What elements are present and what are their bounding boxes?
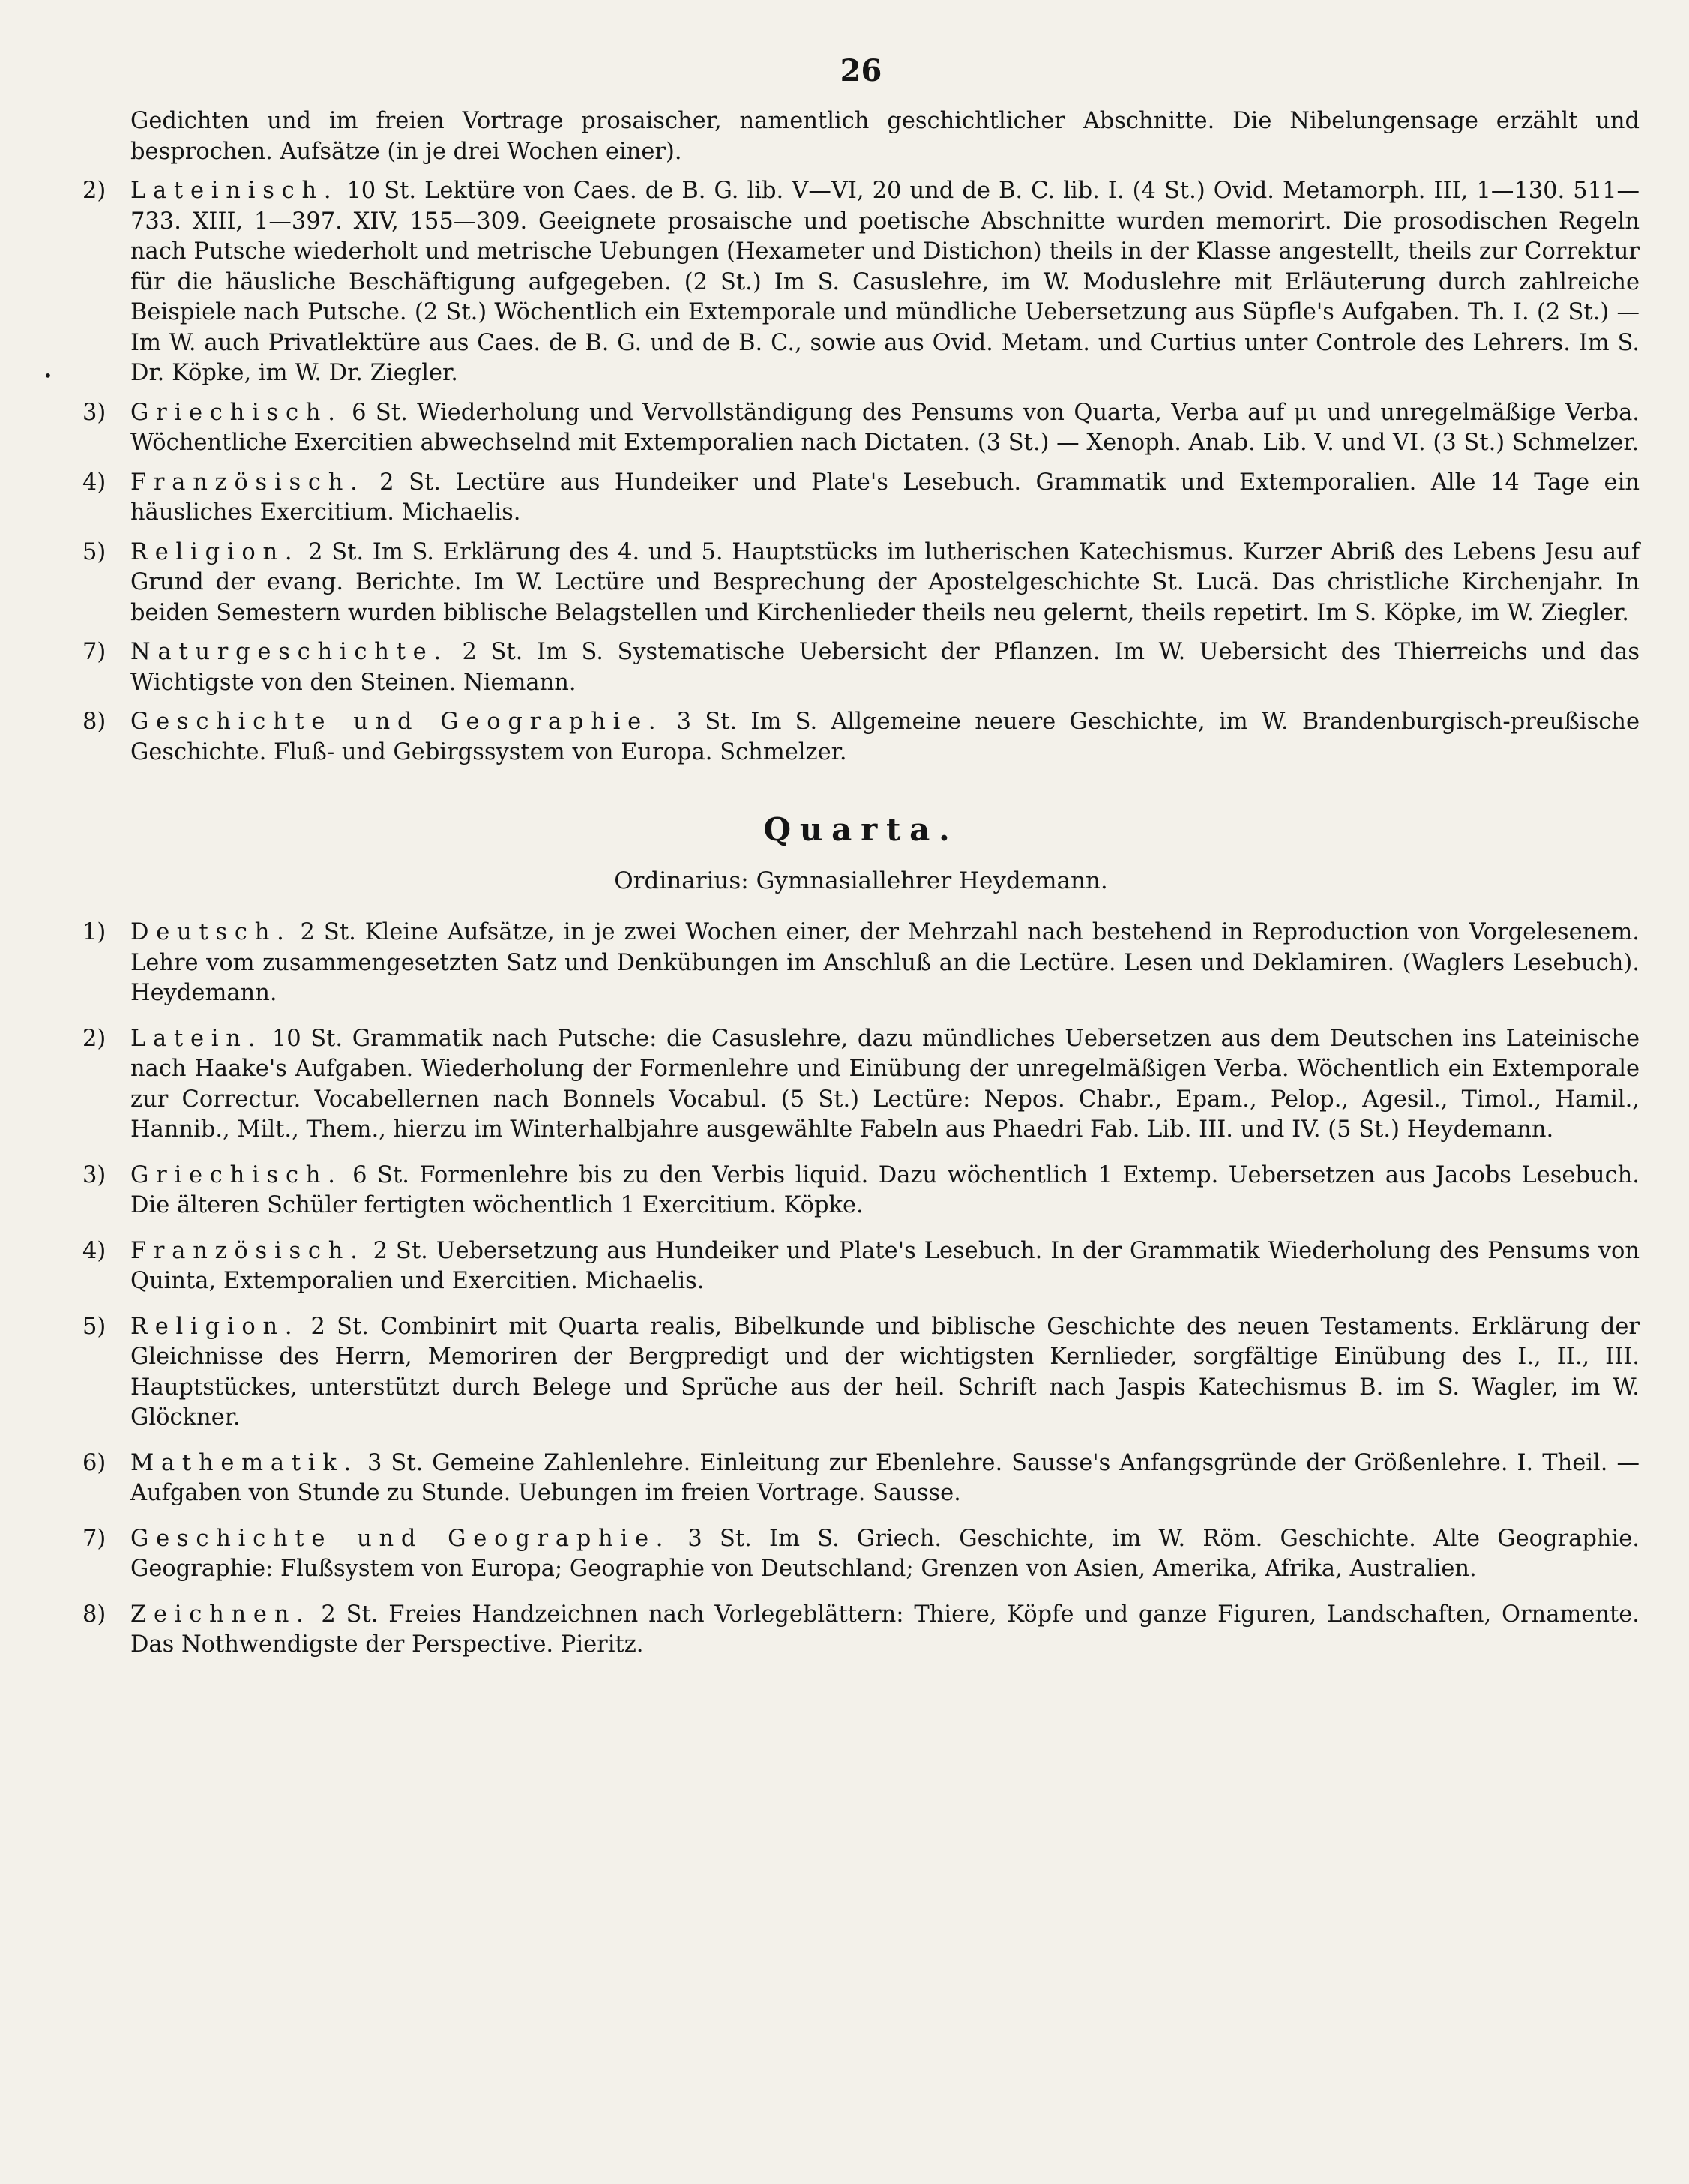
intro-paragraph: Gedichten und im freien Vortrage prosaischer, namentlich geschichtlicher Abschnitte. Die Nibelungensage erzählt und besprochen. Aufsätze (in je drei Wochen einer). <box>130 108 1640 165</box>
item-number: 8) <box>82 1601 106 1628</box>
subject-description: 3 St. Im S. Allgemeine neuere Geschichte, im W. Brandenburgisch-preußische Geschichte. Fluß- und Gebirgssystem von Europa. Schmelzer. <box>130 709 1640 765</box>
subject-name: Lateinisch. <box>130 178 339 204</box>
item-body <box>130 1161 1640 1221</box>
item-body <box>130 1024 1640 1146</box>
subject-name: Griechisch. <box>130 1161 343 1188</box>
list-item <box>82 1236 1640 1297</box>
item-body <box>130 1524 1640 1585</box>
subject-description: 2 St. Kleine Aufsätze, in je zwei Wochen einer, der Mehrzahl nach bestehend in Reproduction von Vorgelesenem. Lehre vom zusammengesetzten Satz und Denkübungen im Anschluß an die Lectüre. Lesen und Deklamiren. (Waglers Lesebuch). Heydemann. <box>130 919 1640 1006</box>
item-number: 3) <box>82 1161 106 1188</box>
subject-name: Geschichte und Geographie. <box>130 1525 671 1552</box>
list-item <box>82 468 1640 529</box>
list-item <box>82 1024 1640 1146</box>
item-number: 5) <box>82 538 106 565</box>
subject-description: 6 St. Wiederholung und Vervollständigung des Pensums von Quarta, Verba auf μι und unregelmäßige Verba. Wöchentliche Exercitien abwechselnd mit Extemporalien nach Dictaten. (3 St.) — Xenoph. Anab. Lib. V. und VI. (3 St.) Schmelzer. <box>130 399 1640 456</box>
list-item <box>82 1524 1640 1585</box>
item-number: 3) <box>82 399 106 426</box>
item-body <box>130 176 1640 389</box>
list-item <box>82 398 1640 459</box>
stray-mark: • <box>43 367 52 385</box>
item-number: 2) <box>82 178 106 204</box>
subject-description: 3 St. Gemeine Zahlenlehre. Einleitung zur Ebenlehre. Sausse's Anfangsgründe der Größenlehre. I. Theil. — Aufgaben von Stunde zu Stunde. Uebungen im freien Vortrage. Sausse. <box>130 1449 1640 1506</box>
list-item <box>82 707 1640 768</box>
item-body <box>130 1600 1640 1661</box>
item-body <box>130 1312 1640 1434</box>
item-body <box>130 637 1640 698</box>
item-body <box>130 398 1640 459</box>
subject-name: Französisch. <box>130 1237 365 1264</box>
list-item <box>82 918 1640 1009</box>
subject-name: Religion. <box>130 538 300 565</box>
list-item <box>82 1161 1640 1221</box>
item-number: 5) <box>82 1313 106 1340</box>
item-body <box>130 707 1640 768</box>
subject-name: Zeichnen. <box>130 1601 311 1628</box>
subject-description: 10 St. Lektüre von Caes. de B. G. lib. V—VI, 20 und de B. C. lib. I. (4 St.) Ovid. Metamorph. III, 1—130. 511—733. XIII, 1—397. XIV, 155—309. Geeignete prosaische und poetische Abschnitte wurden memorirt. Die prosodischen Regeln nach Putsche wiederholt und metrische Uebungen (Hexameter und Distichon) theils in der Klasse angestellt, theils zur Correktur für die häusliche Beschäftigung aufgegeben. (2 St.) Im S. Casuslehre, im W. Moduslehre mit Erläuterung durch zahlreiche Beispiele nach Putsche. (2 St.) Wöchentlich ein Extemporale und mündliche Uebersetzung aus Süpfle's Aufgaben. Th. I. (2 St.) — Im W. auch Privatlektüre aus Caes. de B. G. und de B. C., sowie aus Ovid. Metam. und Curtius unter Controle des Lehrers. Im S. Dr. Köpke, im W. Dr. Ziegler. <box>130 178 1640 386</box>
item-body <box>130 918 1640 1009</box>
item-number: 7) <box>82 639 106 665</box>
quarta-list <box>82 918 1640 1661</box>
subject-name: Latein. <box>130 1025 263 1052</box>
item-body <box>130 538 1640 629</box>
section-title-quarta: Quarta. <box>763 811 959 848</box>
item-number: 4) <box>82 1237 106 1264</box>
item-body <box>130 468 1640 529</box>
subject-name: Naturgeschichte. <box>130 639 448 665</box>
subject-name: Französisch. <box>130 469 365 496</box>
subject-description: 2 St. Combinirt mit Quarta realis, Bibelkunde und biblische Geschichte des neuen Testaments. Erklärung der Gleichnisse des Herrn, Memoriren der Bergpredigt und der wichtigsten Kernlieder, sorgfältige Einübung des I., II., III. Hauptstückes, unterstützt durch Belege und Sprüche aus der heil. Schrift nach Jaspis Katechismus B. im S. Wagler, im W. Glöckner. <box>130 1313 1640 1431</box>
list-item <box>82 538 1640 629</box>
subject-description: 6 St. Formenlehre bis zu den Verbis liquid. Dazu wöchentlich 1 Extemp. Uebersetzen aus Jacobs Lesebuch. Die älteren Schüler fertigten wöchentlich 1 Exercitium. Köpke. <box>130 1161 1640 1218</box>
list-item <box>82 637 1640 698</box>
subject-name: Geschichte und Geographie. <box>130 709 663 735</box>
subject-description: 10 St. Grammatik nach Putsche: die Casuslehre, dazu mündliches Uebersetzen aus dem Deutschen ins Lateinische nach Haake's Aufgaben. Wiederholung der Formenlehre und Einübung der unregelmäßigen Verba. Wöchentlich ein Extemporale zur Correctur. Vocabellernen nach Bonnels Vocabul. (5 St.) Lectüre: Nepos. Chabr., Epam., Pelop., Agesil., Timol., Hamil., Hannib., Milt., Them., hierzu im Winterhalbjahre ausgewählte Fabeln aus Phaedri Fab. Lib. III. und IV. (5 St.) Heydemann. <box>130 1025 1640 1143</box>
list-item <box>82 1449 1640 1509</box>
subject-description: 2 St. Im S. Erklärung des 4. und 5. Hauptstücks im lutherischen Katechismus. Kurzer Abriß des Lebens Jesu auf Grund der evang. Berichte. Im W. Lectüre und Besprechung der Apostelgeschichte St. Lucä. Das christliche Kirchenjahr. In beiden Semestern wurden biblische Belagstellen und Kirchenlieder theils neu gelernt, theils repetirt. Im S. Köpke, im W. Ziegler. <box>130 538 1640 626</box>
subject-description: 3 St. Im S. Griech. Geschichte, im W. Röm. Geschichte. Alte Geographie. Geographie: Flußsystem von Europa; Geographie von Deutschland; Grenzen von Asien, Amerika, Afrika, Australien. <box>130 1525 1640 1582</box>
subject-description: 2 St. Im S. Systematische Uebersicht der Pflanzen. Im W. Uebersicht des Thierreichs und das Wichtigste von den Steinen. Niemann. <box>130 639 1640 696</box>
item-number: 1) <box>82 919 106 945</box>
subject-name: Deutsch. <box>130 919 292 945</box>
page-number: 26 <box>840 53 882 88</box>
list-item <box>82 176 1640 389</box>
item-number: 8) <box>82 709 106 735</box>
list-item <box>82 1600 1640 1661</box>
subject-name: Griechisch. <box>130 399 343 426</box>
subject-description: 2 St. Lectüre aus Hundeiker und Plate's Lesebuch. Grammatik und Extemporalien. Alle 14 Tage ein häusliches Exercitium. Michaelis. <box>130 469 1640 526</box>
subject-name: Mathematik. <box>130 1449 359 1476</box>
item-number: 2) <box>82 1025 106 1052</box>
item-number: 7) <box>82 1525 106 1552</box>
item-number: 4) <box>82 469 106 496</box>
item-body <box>130 1236 1640 1297</box>
subject-name: Religion. <box>130 1313 300 1340</box>
subject-description: 2 St. Freies Handzeichnen nach Vorlegeblättern: Thiere, Köpfe und ganze Figuren, Landschaften, Ornamente. Das Nothwendigste der Perspective. Pieritz. <box>130 1601 1640 1658</box>
tertia-list <box>82 176 1640 768</box>
item-number: 6) <box>82 1449 106 1476</box>
subject-description: 2 St. Uebersetzung aus Hundeiker und Plate's Lesebuch. In der Grammatik Wiederholung des Pensums von Quinta, Extemporalien und Exercitien. Michaelis. <box>130 1237 1640 1294</box>
ordinarius-line: Ordinarius: Gymnasiallehrer Heydemann. <box>614 867 1108 894</box>
list-item <box>82 1312 1640 1434</box>
item-body <box>130 1449 1640 1509</box>
